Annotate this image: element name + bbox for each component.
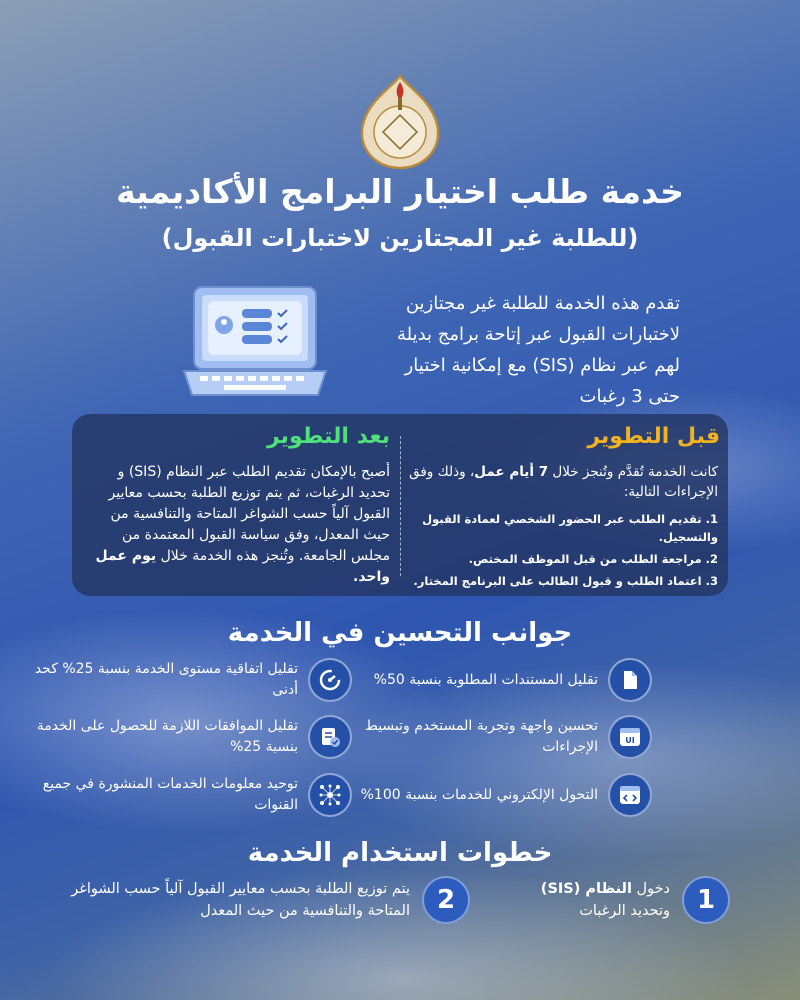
step-number: 1 [682,876,730,924]
before-text-end: ، وذلك وفق الإجراءات التالية: [409,464,718,500]
improvement-item [322,771,652,819]
improvement-text: توحيد معلومات الخدمات المنشورة في جميع القنوات [42,776,298,813]
before-heading: قبل التطوير [587,424,720,449]
improvement-text: تحسين واجهة وتجربة المستخدم وتبسيط الإجراءات [364,718,598,755]
step-text-start: دخول [631,881,670,897]
network-icon [308,773,352,817]
step-text-bold: النظام (SIS) [540,881,632,897]
usage-title: خطوات استخدام الخدمة [247,838,553,868]
improvement-text: تقليل المستندات المطلوبة بنسبة 50% [373,671,598,688]
before-step: 3. اعتماد الطلب و قبول الطالب على البرنامج المختار. [413,574,718,588]
university-logo [357,72,443,172]
improvement-item [22,656,352,704]
intro-line: لهم عبر نظام (SIS) مع إمكانية اختيار [404,355,680,376]
usage-step [60,876,470,924]
intro-line: تقدم هذه الخدمة للطلبة غير مجتازين [405,293,680,314]
improvement-text: تقليل اتفاقية مستوى الخدمة بنسبة 25% كحد أدنى [34,661,298,698]
before-duration: 7 أيام عمل [474,464,549,480]
after-text: أصبح بالإمكان تقديم الطلب عبر النظام (SIS) و تحديد الرغبات، ثم يتم توزيع الطلبة بحسب معايير القبول آلياً حسب الشواغر المتاحة والتنافسية من حيث المعدل، وفق سياسة القبول المعتمدة من مجلس الجامعة. وتُنجز هذه الخدمة خلال [108,464,390,564]
improvement-item [22,771,352,819]
after-heading: بعد التطوير [267,424,390,449]
gauge-icon [308,658,352,702]
approval-list-icon [308,715,352,759]
svg-text:UI: UI [625,736,635,745]
page-subtitle: (للطلبة غير المجتازين لاختبارات القبول) [161,224,639,252]
before-step: 1. تقديم الطلب عبر الحضور الشخصي لعمادة القبول والتسجيل. [422,512,718,544]
before-text: كانت الخدمة تُقدَّم وتُنجز خلال [548,464,718,480]
before-step: 2. مراجعة الطلب من قبل الموظف المختص. [468,552,718,566]
intro-line: حتى 3 رغبات [579,386,680,407]
intro-text [60,288,680,412]
improvements-title: جوانب التحسين في الخدمة [227,618,573,648]
improvement-item [322,713,652,761]
step-text [541,878,670,922]
step-number: 2 [422,876,470,924]
improvement-text: التحول الإلكتروني للخدمات بنسبة 100% [360,786,598,803]
before-steps [408,510,718,590]
after-description [86,462,390,588]
improvement-item [22,713,352,761]
panel-divider [400,436,401,576]
page-title: خدمة طلب اختيار البرامج الأكاديمية [116,172,684,211]
code-window-icon [608,773,652,817]
step-text: يتم توزيع الطلبة بحسب معايير القبول آلياً حسب الشواغر المتاحة والتنافسية من حيث المعدل [71,881,410,919]
intro-line: لاختبارات القبول عبر إتاحة برامج بديلة [396,324,680,345]
before-description [408,462,718,594]
after-duration: يوم عمل واحد. [95,548,390,585]
improvement-text: تقليل الموافقات اللازمة للحصول على الخدمة بنسبة 25% [36,718,298,755]
step-text-end: وتحديد الرغبات [579,903,670,919]
improvement-item [322,656,652,704]
document-icon [608,658,652,702]
usage-step [480,876,730,924]
ui-window-icon [608,715,652,759]
